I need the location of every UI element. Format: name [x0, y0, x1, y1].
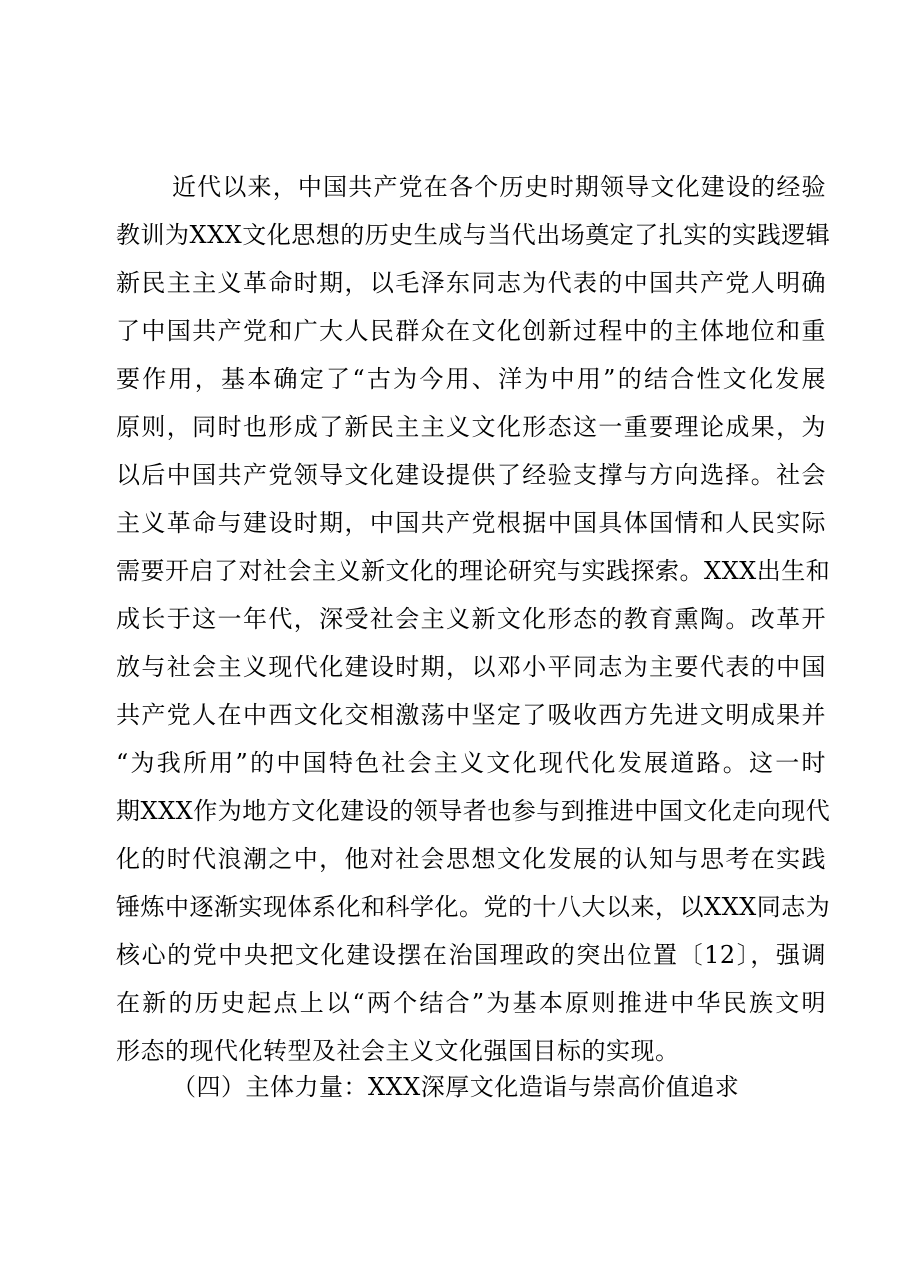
paragraph-line: 需要开启了对社会主义新文化的理论研究与实践探索。XXX出生和 [116, 557, 831, 585]
paragraph-line: 新民主主义革命时期，以毛泽东同志为代表的中国共产党人明确 [116, 269, 826, 297]
paragraph-line: 以后中国共产党领导文化建设提供了经验支撑与方向选择。社会 [116, 461, 826, 489]
paragraph-line: 共产党人在中西文化交相激荡中坚定了吸收西方先进文明成果并 [116, 701, 826, 729]
paragraph-line: 近代以来，中国共产党在各个历史时期领导文化建设的经验 [172, 173, 826, 201]
paragraph-line: 成长于这一年代，深受社会主义新文化形态的教育熏陶。改革开 [116, 605, 826, 633]
paragraph-line: 化的时代浪潮之中，他对社会思想文化发展的认知与思考在实践 [116, 845, 826, 873]
body-paragraph [116, 163, 831, 1075]
paragraph-line: 核心的党中央把文化建设摆在治国理政的突出位置〔12〕，强调 [116, 941, 826, 969]
paragraph-line: 锤炼中逐渐实现体系化和科学化。党的十八大以来，以XXX同志为 [116, 893, 831, 921]
paragraph-line: 期XXX作为地方文化建设的领导者也参与到推进中国文化走向现代 [116, 797, 831, 825]
section-heading: （四）主体力量：XXX深厚文化造诣与崇高价值追求 [172, 1073, 740, 1101]
paragraph-line: “为我所用”的中国特色社会主义文化现代化发展道路。这一时 [116, 749, 826, 777]
paragraph-line: 了中国共产党和广大人民群众在文化创新过程中的主体地位和重 [116, 317, 826, 345]
paragraph-line: 形态的现代化转型及社会主义文化强国目标的实现。 [116, 1037, 680, 1065]
paragraph-line: 放与社会主义现代化建设时期，以邓小平同志为主要代表的中国 [116, 653, 826, 681]
paragraph-line: 原则，同时也形成了新民主主义文化形态这一重要理论成果，为 [116, 413, 826, 441]
paragraph-line: 主义革命与建设时期，中国共产党根据中国具体国情和人民实际 [116, 509, 826, 537]
paragraph-line: 在新的历史起点上以“两个结合”为基本原则推进中华民族文明 [116, 989, 826, 1017]
paragraph-line: 要作用，基本确定了“古为今用、洋为中用”的结合性文化发展 [116, 365, 826, 393]
paragraph-line: 教训为XXX文化思想的历史生成与当代出场奠定了扎实的实践逻辑 [116, 221, 831, 249]
